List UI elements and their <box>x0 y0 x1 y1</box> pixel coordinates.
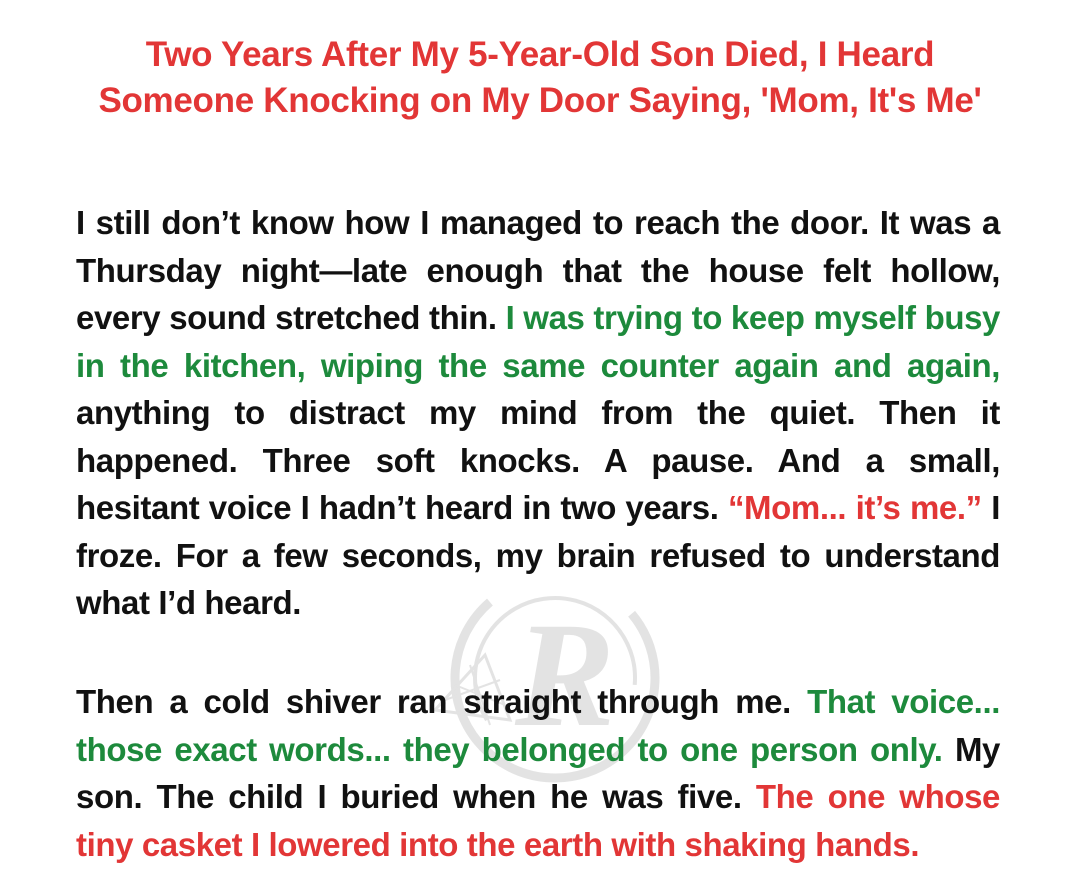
paragraph-1-green-highlight: I was trying to keep myself busy in the kitchen, wiping the same counter again and again, <box>76 299 1000 384</box>
paragraph-2-red-highlight: The one whose tiny casket I lowered into the earth with shaking hands. <box>76 778 1000 863</box>
paragraph-1-text: I froze. For a few seconds, my brain refused to understand what I’d heard. <box>76 489 1000 621</box>
paragraph-1-text: I still don’t know how I managed to reach the door. It was a Thursday night—late enough that the house felt hollow, every sound stretched thin. <box>76 204 1000 336</box>
paragraph-2-green-highlight: That voice... those exact words... they belonged to one person only. <box>76 683 1000 768</box>
paragraph-1-text: anything to distract my mind from the quiet. Then it happened. Three soft knocks. A pause. And a small, hesitant voice I hadn’t heard in two years. <box>76 394 1000 526</box>
paragraph-1-red-quote: “Mom... it’s me.” <box>727 489 982 526</box>
article-title: Two Years After My 5-Year-Old Son Died, I Heard Someone Knocking on My Door Saying, 'Mom, It's Me' <box>98 35 982 120</box>
article-paragraph-1 <box>76 199 1000 627</box>
watermark-letter: R <box>514 592 616 758</box>
paragraph-2-text: Then a cold shiver ran straight through me. <box>76 683 808 720</box>
paragraph-2-text: My son. The child I buried when he was five. <box>76 730 1000 815</box>
article-paragraph-2 <box>76 678 1000 868</box>
